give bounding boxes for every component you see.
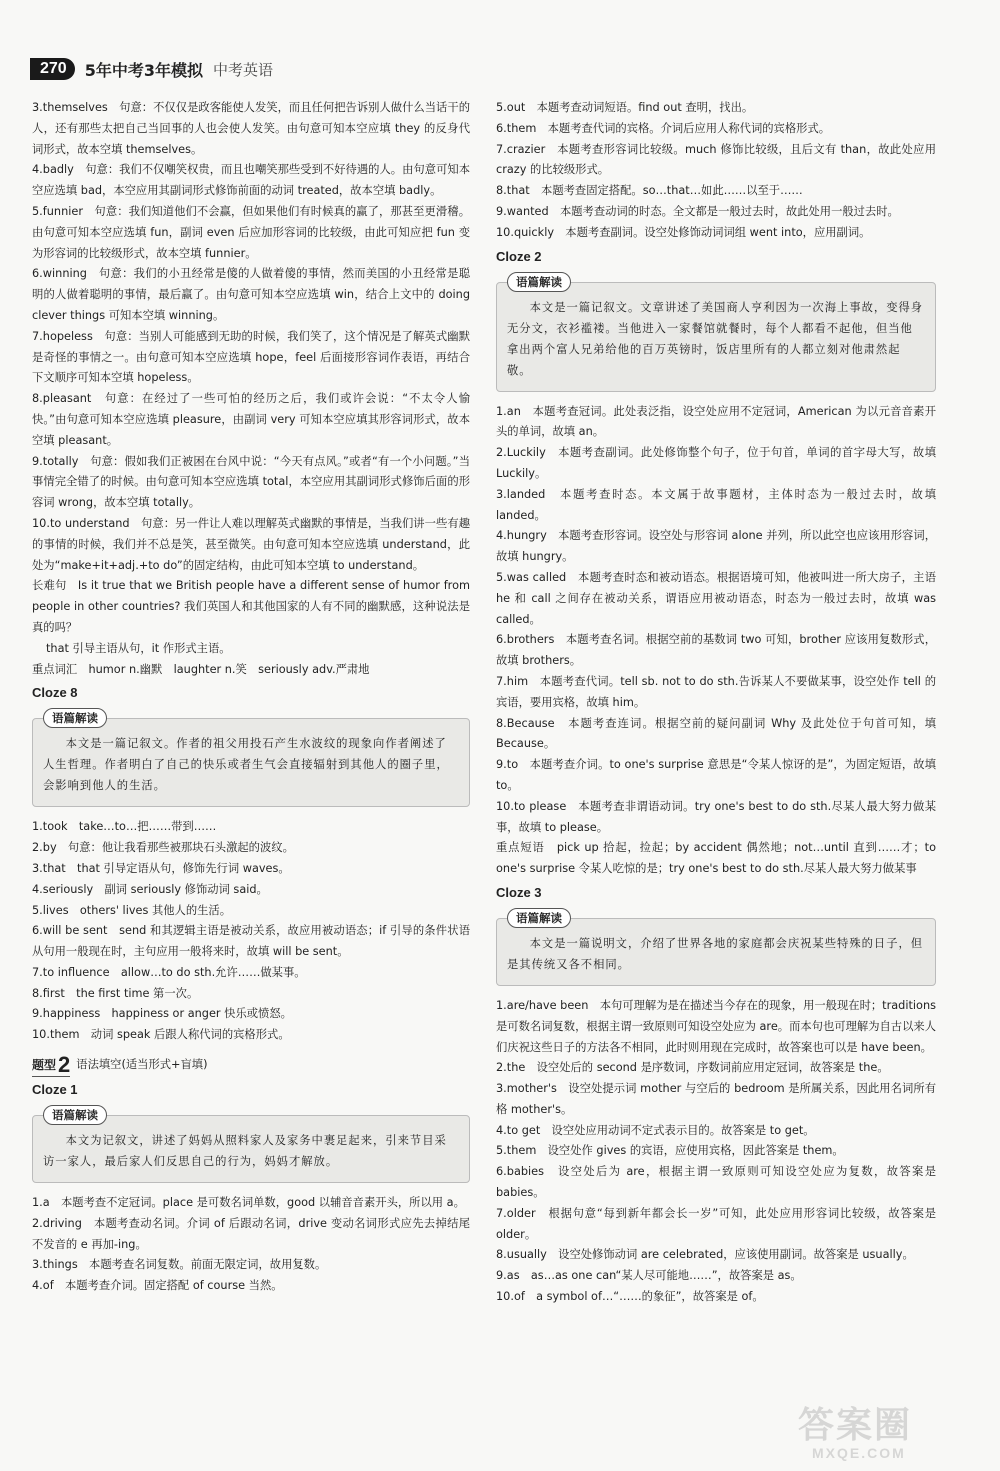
answer-item: 10.of a symbol of…“……的象征”，故答案是 of。 xyxy=(496,1290,764,1304)
passage-analysis-text: 本文是一篇记叙文。文章讲述了美国商人亨利因为一次海上事故，变得身无分文，衣衫褴褛。当他进入一家餐馆就餐时，每个人都看不起他，但当他拿出两个富人兄弟给他的百万英镑时，饭店里所有的人都立刻对他肃然起敬。 xyxy=(507,300,924,377)
answer-item: 6.winning 句意：我们的小丑经常是傻的人做着傻的事情，然而美国的小丑经常是聪明的人做着聪明的事情，最后赢了。由句意可知本空应选填 win，结合上文中的 doing clever things 可知本空填 winning。 xyxy=(32,267,470,322)
answer-item: 2.Luckily 本题考查副词。此处修饰整个句子，位于句首，单词的首字母大写，故填 Luckily。 xyxy=(496,446,936,480)
grammar-note: that 引导主语从句，it 作形式主语。 xyxy=(46,641,231,655)
answer-item: 7.older 根据句意“每到新年都会长一岁”可知，此处应用形容词比较级，故答案是 older。 xyxy=(496,1206,936,1241)
passage-analysis-label: 语篇解读 xyxy=(43,1105,107,1125)
page-number: 270 xyxy=(30,58,75,80)
answer-item: 10.quickly 本题考查副词。设空处修饰动词词组 went into，应用副词。 xyxy=(496,225,871,239)
answer-item: 9.to 本题考查介词。to one's surprise 意思是“令某人惊讶的是”，为固定短语，故填 to。 xyxy=(496,758,936,792)
answer-item: 7.to influence allow…to do sth.允许……做某事。 xyxy=(32,965,306,979)
watermark-logo xyxy=(798,1397,978,1461)
answer-item: 1.an 本题考查冠词。此处表泛指，设空处应用不定冠词，American 为以元音音素开头的单词，故填 an。 xyxy=(496,404,936,439)
answer-item: 4.badly 句意：我们不仅嘲笑权贵，而且也嘲笑那些受到不好待遇的人。由句意可知本空应选填 bad，本空应用其副词形式修饰前面的动词 treated，故本空填 badly。 xyxy=(32,163,470,198)
book-title: 5年中考3年模拟 xyxy=(84,60,203,80)
passage-analysis-text: 本文为记叙文，讲述了妈妈从照料家人及家务中裹足起来，引来节目采访一家人，最后家人们反思自己的行为，妈妈才解放。 xyxy=(43,1134,447,1169)
answer-item: 3.mother's 设空处提示词 mother 与空后的 bedroom 是所属关系，因此用名词所有格 mother's。 xyxy=(496,1082,936,1116)
answer-item: 3.landed 本题考查时态。本文属于故事题材，主体时态为一般过去时，故填 landed。 xyxy=(496,487,936,522)
answer-item: 8.usually 设空处修饰动词 are celebrated，应该使用副词。故答案是 usually。 xyxy=(496,1248,914,1262)
cloze-2-title: Cloze 2 xyxy=(496,248,542,264)
answer-item: 6.babies 设空处后为 are，根据主谓一致原则可知设空处应为复数，故答案是 babies。 xyxy=(496,1165,936,1200)
answer-item: 4.of 本题考查介词。固定搭配 of course 当然。 xyxy=(32,1279,283,1293)
cloze-3-title: Cloze 3 xyxy=(496,884,542,900)
answer-item: 9.totally 句意：假如我们正被困在台风中说：“今天有点风。”或者“有一个小问题。”当事情完全错了的时候。由句意可知本空应选填 total，本空应用其副词形式修饰后面的形容词 wrong，故本空填 totally。 xyxy=(32,454,470,510)
answer-item: 5.out 本题考查动词短语。find out 查明，找出。 xyxy=(496,101,754,114)
subject-title: 中考英语 xyxy=(212,60,273,79)
passage-analysis-box xyxy=(496,274,936,392)
answer-item: 8.first the first time 第一次。 xyxy=(32,986,199,1000)
answer-item: 10.to please 本题考查非谓语动词。try one's best to do sth.尽某人最大努力做某事，故填 to please。 xyxy=(496,799,936,834)
passage-analysis-text: 本文是一篇记叙文。作者的祖父用投石产生水波纹的现象向作者阐述了人生哲理。作者明白了自己的快乐或者生气会直接辐射到其他人的圈子里，会影响到他人的生活。 xyxy=(43,737,449,793)
answer-item: 1.took take…to…把……带到…… xyxy=(32,820,217,834)
answer-item: 2.driving 本题考查动名词。介词 of 后跟动名词，drive 变动名词形式应先去掉结尾不发音的 e 再加-ing。 xyxy=(32,1216,470,1251)
answer-item: 3.that that 引导定语从句，修饰先行词 waves。 xyxy=(32,861,290,875)
answer-item: 7.crazier 本题考查形容词比较级。much 修饰比较级，且后文有 than，故此处应用 crazy 的比较级形式。 xyxy=(496,142,936,177)
question-type-label: 题型 xyxy=(32,1058,57,1073)
answer-item: 1.are/have been 本句可理解为是在描述当今存在的现象，用一般现在时；traditions 是可数名词复数，根据主谓一致原则可知设空处应为 are。而本句也可理解为自古以来人们庆祝这些日子的方法各不相同，此时则用现在完成时，故答案也可以是 have been。 xyxy=(496,998,936,1054)
cloze-1-title: Cloze 1 xyxy=(32,1082,78,1098)
answer-item: 9.wanted 本题考查动词的时态。全文都是一般过去时，故此处用一般过去时。 xyxy=(496,204,899,218)
answer-item: 7.him 本题考查代词。tell sb. not to do sth.告诉某人不要做某事，设空处作 tell 的宾语，要用宾格，故填 him。 xyxy=(496,674,936,709)
answer-item: 6.brothers 本题考查名词。根据空前的基数词 two 可知，brother 应该用复数形式，故填 brothers。 xyxy=(496,633,936,668)
answer-item: 4.seriously 副词 seriously 修饰动词 said。 xyxy=(32,882,268,896)
answer-item: 3.themselves 句意：不仅仅是政客能使人发笑，而且任何把告诉别人做什么当话干的人，还有那些太把自己当回事的人也会使人发笑。由句意可知本空应填 they 的反身代词形式，故本空填 themselves。 xyxy=(32,101,470,156)
passage-analysis-box xyxy=(32,711,470,807)
answer-item: 7.hopeless 句意：当别人可能感到无助的时候，我们笑了，这个情况是了解英式幽默是奇怪的事情之一。由句意可知本空应选填 hope，feel 后面接形容词作表语，再结合下文顺序可知本空填 hopeless。 xyxy=(32,329,470,385)
answer-item: 4.hungry 本题考查形容词。设空处与形容词 alone 并列，所以此空也应该用形容词，故填 hungry。 xyxy=(496,529,936,564)
answer-item: 5.lives others' lives 其他人的生活。 xyxy=(32,903,232,917)
passage-analysis-label: 语篇解读 xyxy=(507,908,571,928)
answer-item: 5.funnier 句意：我们知道他们不会赢，但如果他们有时候真的赢了，那甚至更滑稽。由句意可知本空应选填 fun，副词 even 后应加形容词的比较级，由此可知应把 fun 变为形容词的比较级形式，故本空填 funnier。 xyxy=(32,204,470,260)
answer-item: 10.them 动词 speak 后跟人称代词的宾格形式。 xyxy=(32,1028,290,1042)
difficult-sentence: 长难句 Is it true that we British people have a different sense of humor from people in other countries? 我们英国人和其他国家的人有不同的幽默感，这种说法是真的吗？ xyxy=(32,579,470,634)
answer-item: 8.pleasant 句意：在经过了一些可怕的经历之后，我们或许会说：“不太令人愉快。”由句意可知本空应选填 pleasure，由副词 very 可知本空应填其形容词形式，故本空填 pleasant。 xyxy=(32,392,470,447)
cloze-8-title: Cloze 8 xyxy=(32,685,78,701)
key-phrases: 重点短语 pick up 拾起，捡起；by accident 偶然地；not…until 直到……才；to one's surprise 令某人吃惊的是；try one's best to do sth.尽某人最大努力做某事 xyxy=(496,841,936,876)
answer-item: 8.Because 本题考查连词。根据空前的疑问副词 Why 及此处位于句首可知，填 Because。 xyxy=(496,716,936,751)
question-type-heading xyxy=(32,1054,470,1077)
answer-item: 1.a 本题考查不定冠词。place 是可数名词单数，good 以辅音音素开头，所以用 a。 xyxy=(32,1196,465,1210)
passage-analysis-label: 语篇解读 xyxy=(43,708,107,728)
answer-item: 5.was called 本题考查时态和被动语态。根据语境可知，他被叫进一所大房子，主语 he 和 call 之间存在被动关系，谓语应用被动语态，时态为一般过去时，故填 was called。 xyxy=(496,570,936,626)
passage-analysis-box xyxy=(32,1108,470,1183)
watermark-url: MXQE.COM xyxy=(812,1445,906,1461)
answer-item: 3.things 本题考查名词复数。前面无限定词，故用复数。 xyxy=(32,1258,327,1272)
answer-item: 5.them 设空处作 gives 的宾语，应使用宾格，因此答案是 them。 xyxy=(496,1144,844,1158)
answer-item: 4.to get 设空处应用动词不定式表示目的。故答案是 to get。 xyxy=(496,1123,815,1137)
answer-item: 9.happiness happiness or anger 快乐或愤怒。 xyxy=(32,1007,292,1021)
passage-analysis-box xyxy=(496,910,936,986)
question-type-description: 语法填空(适当形式+盲填) xyxy=(76,1058,208,1072)
page-header xyxy=(30,56,273,82)
passage-analysis-label: 语篇解读 xyxy=(507,272,571,292)
answer-item: 9.as as…as one can“某人尽可能地……”，故答案是 as。 xyxy=(496,1269,802,1283)
passage-analysis-text: 本文是一篇说明文，介绍了世界各地的家庭都会庆祝某些特殊的日子，但是其传统又各不相同。 xyxy=(507,936,924,971)
question-type-number: 2 xyxy=(58,1052,71,1078)
answer-item: 6.will be sent send 和其逻辑主语是被动关系，故应用被动语态；if 引导的条件状语从句用一般现在时，主句应用一般将来时，故填 will be sent。 xyxy=(32,924,470,959)
answer-item: 8.that 本题考查固定搭配。so…that…如此……以至于…… xyxy=(496,184,803,198)
answer-item: 6.them 本题考查代词的宾格。介词后应用人称代词的宾格形式。 xyxy=(496,121,831,135)
answer-item: 10.to understand 句意：另一件让人难以理解英式幽默的事情是，当我们讲一些有趣的事情的时候，我们并不总是笑，甚至微笑。由句意可知本空应选填 understand，此处为“make+it+adj.+to do”的固定结构，由此可知本空填 to understand。 xyxy=(32,516,470,572)
question-type-badge xyxy=(32,1054,70,1077)
left-column xyxy=(32,98,470,1297)
answer-item: 2.by 句意：他让我看那些被那块石头激起的波纹。 xyxy=(32,841,294,855)
right-column xyxy=(496,98,936,1308)
key-vocabulary: 重点词汇 humor n.幽默 laughter n.笑 seriously adv.严肃地 xyxy=(32,662,370,676)
answer-item: 2.the 设空处后的 second 是序数词，序数词前应用定冠词，故答案是 the。 xyxy=(496,1061,889,1075)
watermark-text: 答案圈 xyxy=(798,1405,913,1446)
